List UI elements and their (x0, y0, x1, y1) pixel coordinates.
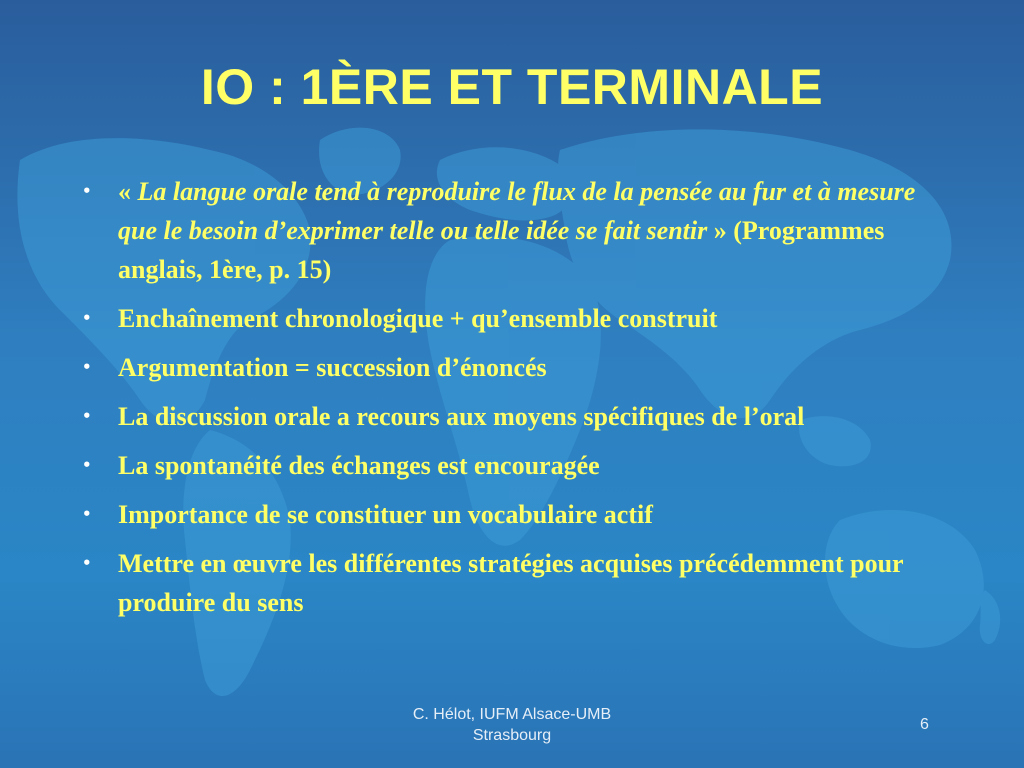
bullet-icon: • (82, 182, 92, 200)
bullet-icon: • (82, 505, 92, 523)
quote-source: » (Programmes anglais, 1ère, p. 15) (118, 216, 885, 284)
bullet-item-discussion (82, 397, 932, 436)
bullet-text: La spontanéité des échanges est encouragée (118, 451, 600, 480)
bullet-item-quote (82, 172, 932, 289)
quote-text: La langue orale tend à reproduire le flux de la pensée au fur et à mesure que le besoin d’exprimer telle ou telle idée se fait sentir (118, 177, 916, 245)
bullet-item-vocabulaire (82, 495, 932, 534)
bullet-item-enchainement (82, 299, 932, 338)
quote-open: « (118, 177, 138, 206)
footer-line-1: C. Hélot, IUFM Alsace-UMB (412, 706, 612, 723)
bullet-icon: • (82, 407, 92, 425)
bullet-text: La discussion orale a recours aux moyens spécifiques de l’oral (118, 402, 805, 431)
bullet-text: Argumentation = succession d’énoncés (118, 353, 547, 382)
bullet-icon: • (82, 358, 92, 376)
bullet-icon: • (82, 554, 92, 572)
bullet-item-spontaneite (82, 446, 932, 485)
page-number: 6 (920, 716, 929, 733)
bullet-list (82, 172, 932, 632)
bullet-text: Enchaînement chronologique + qu’ensemble construit (118, 304, 718, 333)
bullet-icon: • (82, 456, 92, 474)
slide-title: IO : 1ÈRE ET TERMINALE (200, 59, 824, 115)
bullet-text: Importance de se constituer un vocabulaire actif (118, 500, 653, 529)
bullet-text: Mettre en œuvre les différentes stratégies acquises précédemment pour produire du sens (118, 549, 904, 617)
bullet-item-strategies (82, 544, 932, 622)
footer-line-2: Strasbourg (472, 727, 552, 744)
bullet-icon: • (82, 309, 92, 327)
bullet-item-argumentation (82, 348, 932, 387)
slide-footer (362, 704, 662, 746)
